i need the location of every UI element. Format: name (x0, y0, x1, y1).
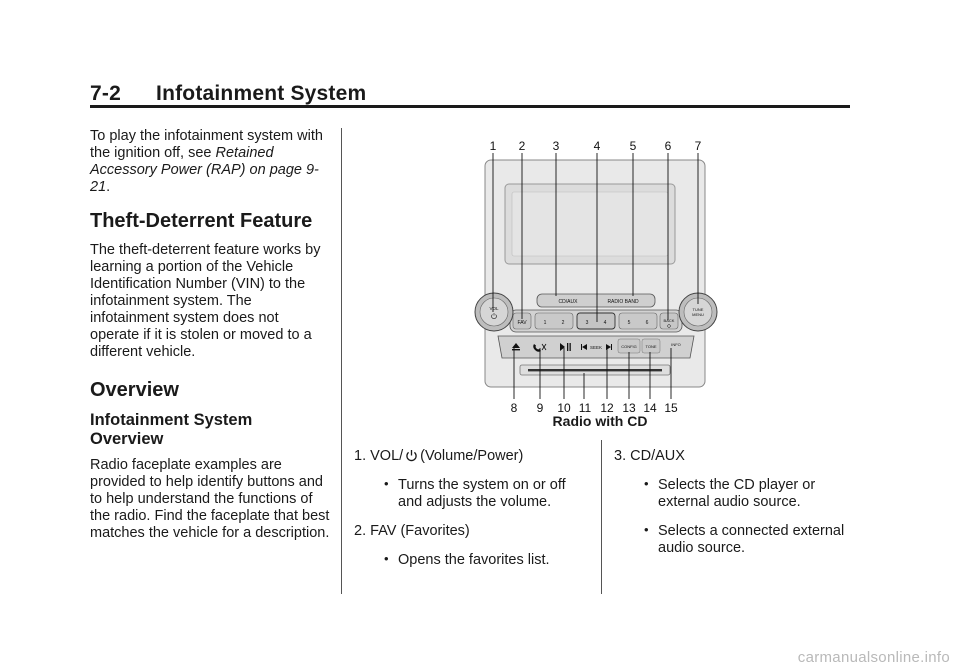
callout-5: 5 (629, 139, 637, 153)
header-rule (90, 105, 850, 108)
callout-11: 11 (578, 401, 592, 415)
column-divider-2 (601, 440, 602, 594)
svg-text:2: 2 (561, 320, 565, 326)
theft-deterrent-text: The theft-deterrent feature works by learning a portion of the Vehicle Identification Number (VIN) to the infotainment system. The infotainment system does not operate if it is stolen or moved to a different vehicle. (90, 242, 321, 360)
rap-reference[interactable]: Retained Accessory Power (RAP) on page 9-21 (90, 145, 319, 195)
theft-deterrent-heading: Theft-Deterrent Feature (90, 210, 313, 232)
info-button[interactable]: INFO (671, 342, 681, 347)
callout-12: 12 (600, 401, 614, 415)
item-3-bullet-1: • Selects the CD player or external audio source. (614, 477, 850, 511)
callout-10: 10 (557, 401, 571, 415)
callout-14: 14 (643, 401, 657, 415)
cd-aux-button[interactable]: CD/AUX (558, 299, 578, 305)
callout-6: 6 (664, 139, 672, 153)
callout-9: 9 (536, 401, 544, 415)
svg-text:TONE: TONE (645, 344, 657, 349)
figure-caption: Radio with CD (552, 413, 648, 429)
svg-text:3: 3 (585, 320, 589, 326)
callout-8: 8 (510, 401, 518, 415)
section-title: Infotainment System (156, 82, 367, 105)
svg-text:VOL: VOL (489, 306, 499, 311)
callout-4: 4 (593, 139, 601, 153)
svg-text:TUNE: TUNE (692, 307, 704, 312)
page-number: 7-2 (90, 82, 121, 105)
cd-slot (528, 369, 662, 371)
button-list-col2 (354, 448, 589, 579)
item-2-title: 2. FAV (Favorites) (354, 523, 470, 539)
left-column (90, 128, 330, 554)
vol-knob-inner (480, 298, 508, 326)
callout-15: 15 (664, 401, 678, 415)
item-2-bullet-1: • Opens the favorites list. (354, 552, 589, 569)
callout-3: 3 (552, 139, 560, 153)
callout-2: 2 (518, 139, 526, 153)
item-1-title: 1. VOL/ (Volume/Power) (354, 448, 524, 464)
svg-text:FAV: FAV (517, 320, 527, 326)
column-divider-1 (341, 128, 342, 594)
svg-text:6: 6 (645, 320, 649, 326)
item-1-bullet-1: • Turns the system on or off and adjusts the volume. (354, 477, 589, 511)
callout-7: 7 (694, 139, 702, 153)
svg-text:5: 5 (627, 320, 631, 326)
preset-3-4-button[interactable] (577, 313, 615, 329)
svg-text:MENU: MENU (692, 312, 704, 317)
svg-text:4: 4 (603, 320, 607, 326)
page-header (90, 82, 850, 106)
intro-paragraph: To play the infotainment system with the ignition off, see Retained Accessory Power (RAP) on page 9-21. (90, 128, 323, 195)
radio-band-button[interactable]: RADIO BAND (607, 299, 639, 305)
power-icon (405, 449, 418, 462)
preset-5-6-button[interactable] (619, 313, 657, 329)
overview-subheading: Infotainment System Overview (90, 411, 253, 448)
preset-1-2-button[interactable] (535, 313, 573, 329)
overview-text: Radio faceplate examples are provided to help identify buttons and to help understand the functions of the radio. Find the faceplate that best matches the vehicle for a description. (90, 457, 330, 541)
item-3-title: 3. CD/AUX (614, 448, 685, 464)
svg-text:1: 1 (543, 320, 547, 326)
svg-text:CONFIG: CONFIG (621, 344, 637, 349)
item-3-bullet-2: • Selects a connected external audio source. (614, 523, 850, 557)
watermark: carmanualsonline.info (797, 649, 950, 666)
svg-text:BACK: BACK (663, 318, 675, 323)
callout-1: 1 (489, 139, 497, 153)
callout-13: 13 (622, 401, 636, 415)
radio-faceplate-figure (470, 136, 720, 436)
seek-label: SEEK (589, 345, 603, 350)
display-inner (512, 192, 668, 256)
overview-heading: Overview (90, 379, 179, 401)
button-list-col3 (614, 448, 850, 567)
